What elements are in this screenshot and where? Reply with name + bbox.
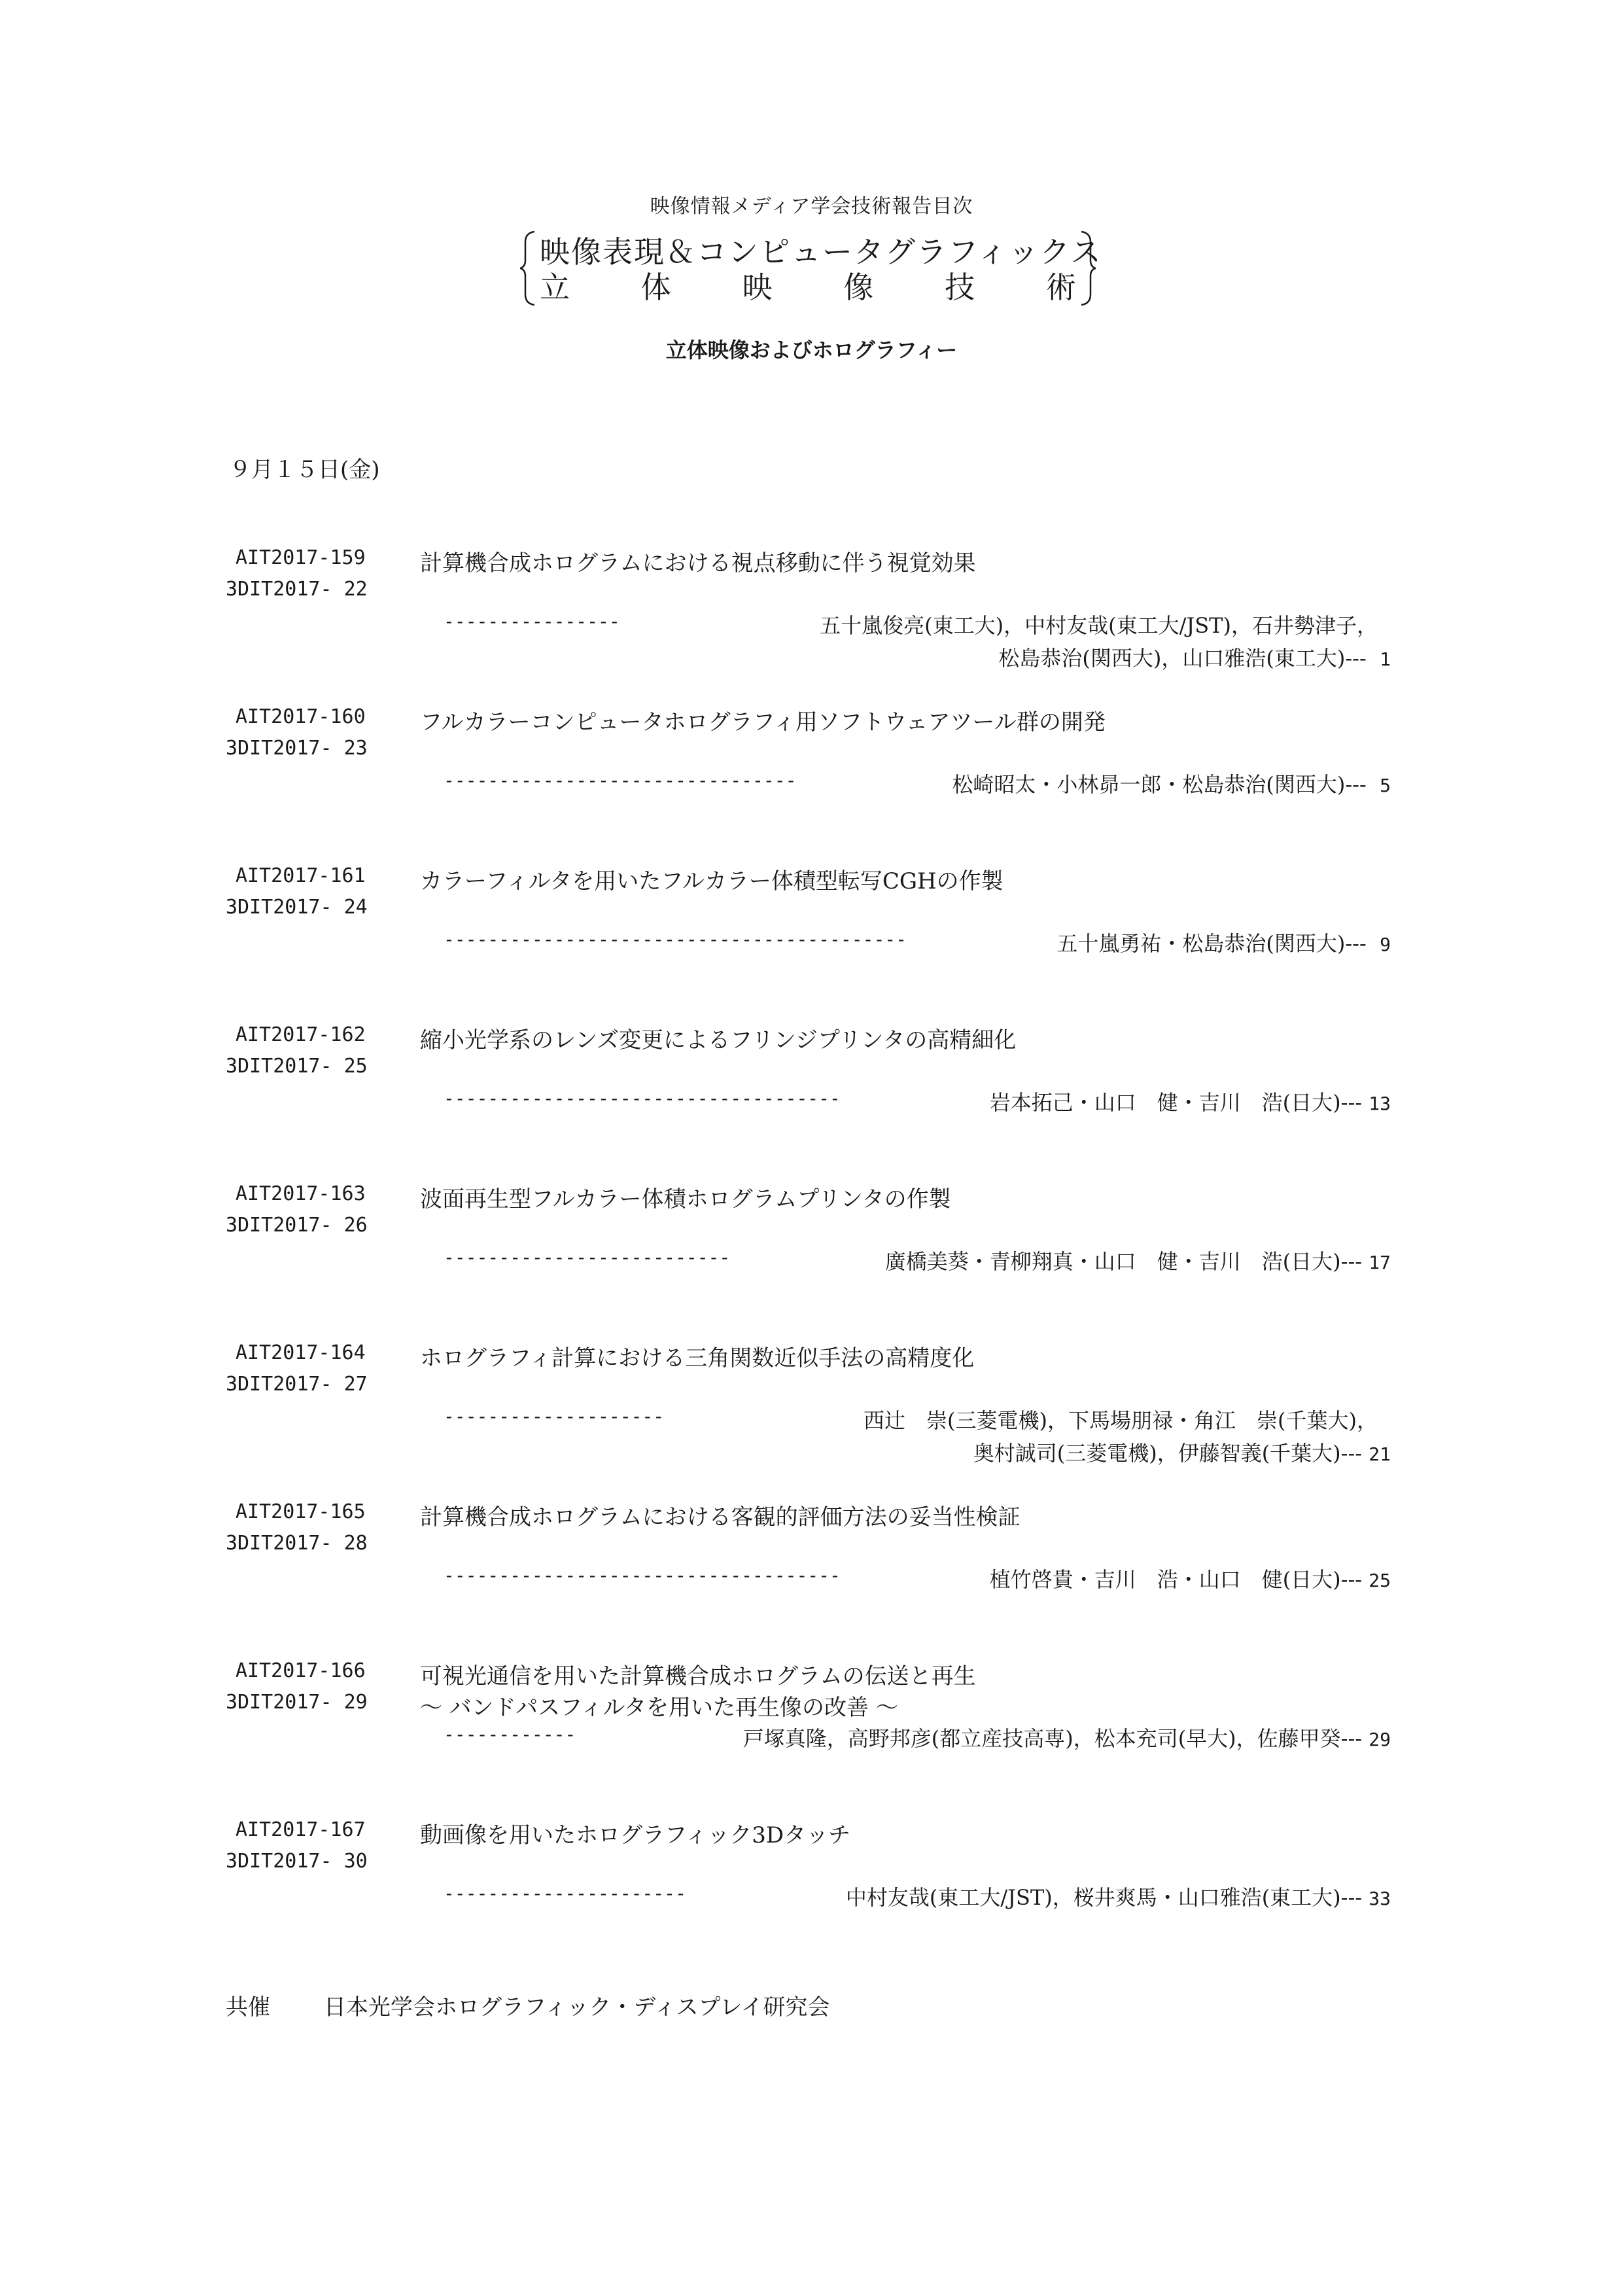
entry-id-3dit: 3DIT2017- 29: [226, 1691, 368, 1714]
entry-authors-line2: [998, 642, 1391, 672]
entry-page: 21: [1369, 1443, 1391, 1465]
entry-authors-line2: [973, 1437, 1391, 1467]
entry-authors-line: [952, 768, 1391, 798]
leader-dashes: ------------------------------------------: [444, 928, 907, 950]
title-char: 技: [945, 270, 975, 305]
title-char: 映: [742, 270, 773, 305]
entry-title: 波面再生型フルカラー体積ホログラムプリンタの作製: [420, 1186, 951, 1212]
entry-authors-line: [743, 1722, 1391, 1752]
entry-authors-line: [990, 1563, 1391, 1593]
title-char: 術: [1045, 270, 1076, 305]
report-index-heading: 映像情報メディア学会技術報告目次: [650, 195, 973, 218]
entry-id-3dit: 3DIT2017- 22: [226, 578, 368, 601]
entry-id-ait: AIT2017-159: [236, 546, 366, 569]
entry-page: 5: [1380, 775, 1391, 796]
entry-authors: 中村友哉(東工大/JST)，桜井爽馬・山口雅浩(東工大)---: [845, 1885, 1363, 1910]
entry-id-3dit: 3DIT2017- 27: [226, 1373, 368, 1396]
entry-id-3dit: 3DIT2017- 24: [226, 896, 368, 919]
entry-id-ait: AIT2017-161: [236, 864, 366, 887]
entry-subtitle: ～ バンドパスフィルタを用いた再生像の改善 ～: [420, 1695, 898, 1721]
journal-title-block: [520, 229, 1102, 308]
entry-authors: 奥村誠司(三菱電機)，伊藤智義(千葉大)---: [973, 1441, 1363, 1466]
entry-id-ait: AIT2017-167: [236, 1818, 366, 1841]
entry-authors: 廣橋美葵・青柳翔真・山口 健・吉川 浩(日大)---: [884, 1249, 1363, 1274]
leader-dashes: --------------------------: [444, 1246, 731, 1268]
entry-title: ホログラフィ計算における三角関数近似手法の高精度化: [420, 1345, 975, 1371]
entry-title: カラーフィルタを用いたフルカラー体積型転写CGHの作製: [420, 868, 1003, 894]
entry-page: 33: [1369, 1888, 1391, 1909]
entry-authors-line: [885, 1245, 1391, 1275]
entry-page: 29: [1369, 1729, 1391, 1750]
entry-id-ait: AIT2017-165: [236, 1500, 366, 1523]
co-sponsor-line: [226, 1989, 830, 2021]
entry-id-3dit: 3DIT2017- 23: [226, 737, 368, 760]
entry-authors-line1: 西辻 崇(三菱電機)，下馬場朋禄・角江 崇(千葉大)，: [864, 1408, 1378, 1433]
leader-dashes: ----------------------: [444, 1882, 686, 1904]
entry-title: 縮小光学系のレンズ変更によるフリンジプリンタの高精細化: [420, 1027, 1017, 1053]
title-char: 体: [640, 270, 671, 305]
entry-title: 可視光通信を用いた計算機合成ホログラムの伝送と再生: [420, 1663, 976, 1689]
entry-title: 動画像を用いたホログラフィック3Dタッチ: [420, 1822, 851, 1848]
entry-authors: 戸塚真隆，高野邦彦(都立産技高専)，松本充司(早大)，佐藤甲癸---: [742, 1726, 1363, 1751]
entry-title: フルカラーコンピュータホログラフィ用ソフトウェアツール群の開発: [420, 709, 1106, 735]
entry-id-ait: AIT2017-166: [236, 1659, 366, 1682]
entry-authors: 岩本拓己・山口 健・吉川 浩(日大)---: [989, 1090, 1363, 1115]
entry-title: 計算機合成ホログラムにおける客観的評価方法の妥当性検証: [420, 1504, 1021, 1530]
entry-authors: 松崎昭太・小林昴一郎・松島恭治(関西大)---: [952, 772, 1367, 797]
entry-id-3dit: 3DIT2017- 28: [226, 1532, 368, 1555]
leader-dashes: ----------------: [444, 610, 620, 632]
entry-authors: 松島恭治(関西大)，山口雅浩(東工大)---: [998, 646, 1367, 671]
leader-dashes: ------------: [444, 1723, 576, 1745]
entry-authors: 植竹啓貴・吉川 浩・山口 健(日大)---: [989, 1567, 1363, 1592]
leader-dashes: ------------------------------------: [444, 1564, 841, 1586]
entry-id-ait: AIT2017-162: [236, 1023, 366, 1046]
entry-id-ait: AIT2017-163: [236, 1182, 366, 1205]
entry-title: 計算機合成ホログラムにおける視点移動に伴う視覚効果: [420, 550, 976, 576]
session-date: ９月１５日(金): [229, 457, 380, 483]
co-sponsor-name: 日本光学会ホログラフィック・ディスプレイ研究会: [324, 1994, 830, 2021]
entry-id-ait: AIT2017-164: [236, 1341, 366, 1364]
leader-dashes: --------------------------------: [444, 769, 797, 791]
title-line-2: [540, 270, 1076, 305]
leader-dashes: ------------------------------------: [444, 1087, 841, 1109]
entry-authors-line: [846, 1881, 1391, 1911]
entry-id-3dit: 3DIT2017- 25: [226, 1055, 368, 1078]
entry-page: 1: [1380, 648, 1391, 670]
title-char: 像: [843, 270, 874, 305]
entry-id-3dit: 3DIT2017- 30: [226, 1850, 368, 1873]
entry-page: 25: [1369, 1570, 1391, 1591]
entry-authors-line: [1056, 927, 1391, 957]
entry-authors-line1: 五十嵐俊亮(東工大)，中村友哉(東工大/JST)，石井勢津子，: [820, 613, 1378, 638]
entry-authors: 五十嵐勇祐・松島恭治(関西大)---: [1056, 931, 1367, 956]
entry-authors-line: [990, 1086, 1391, 1116]
entry-page: 13: [1369, 1093, 1391, 1114]
entry-id-ait: AIT2017-160: [236, 705, 366, 728]
entry-page: 9: [1380, 934, 1391, 955]
title-line-1: 映像表現＆コンピュータグラフィックス: [540, 234, 1102, 270]
co-sponsor-label: 共催: [226, 1994, 270, 2021]
title-char: 立: [540, 270, 570, 305]
entry-id-3dit: 3DIT2017- 26: [226, 1214, 368, 1237]
entry-page: 17: [1369, 1252, 1391, 1273]
leader-dashes: --------------------: [444, 1405, 665, 1427]
session-subtitle: 立体映像およびホログラフィー: [665, 338, 958, 362]
